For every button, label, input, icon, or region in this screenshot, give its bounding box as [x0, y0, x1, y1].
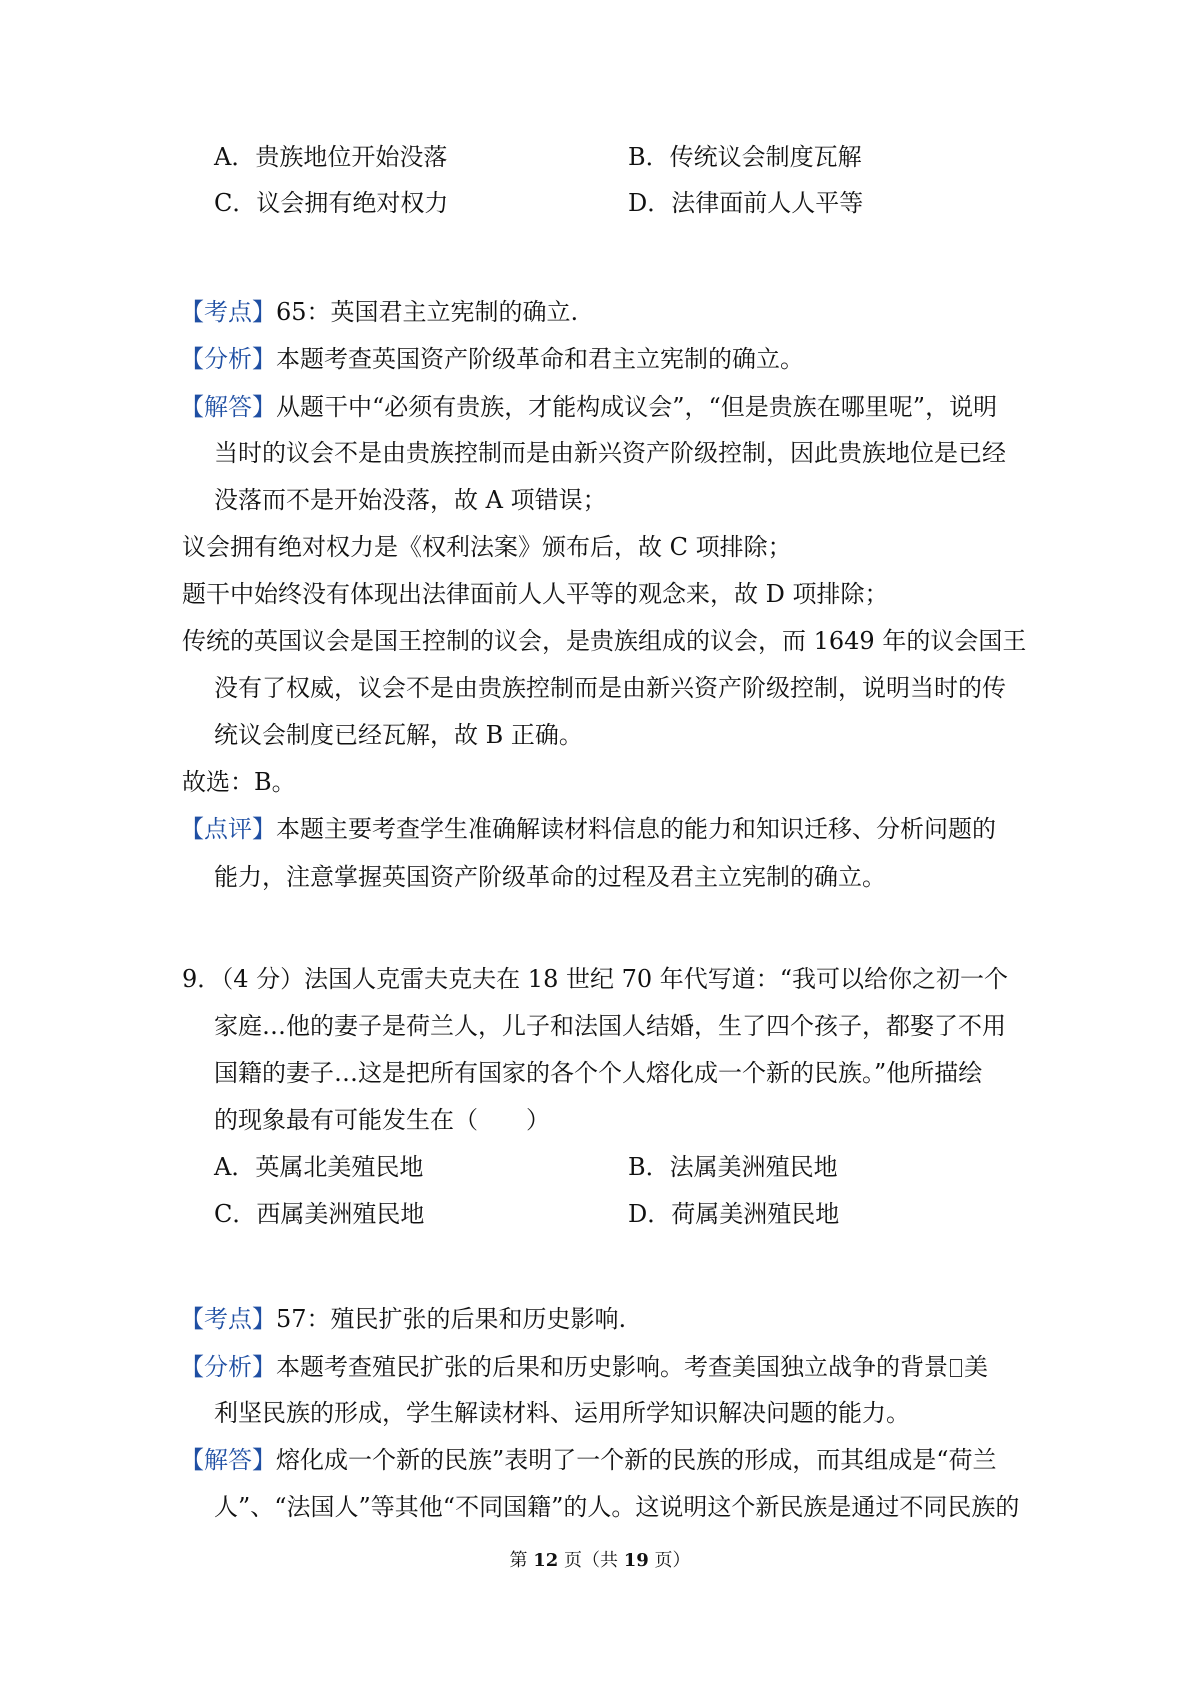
- q9-option-a: A．英属北美殖民地: [214, 1153, 424, 1181]
- footer-middle: 页（共: [558, 1550, 624, 1571]
- jieda-text-1: 熔化成一个新的民族”表明了一个新的民族的形成，而其组成是“荷兰: [276, 1446, 997, 1474]
- q8-paragraph-b-line-3: 统议会制度已经瓦解，故 B 正确。: [214, 721, 583, 749]
- q8-answer: 故选：B。: [182, 768, 296, 796]
- fenxi-text-1a: 本题考查殖民扩张的后果和历史影响。考查美国独立战争的背景: [276, 1353, 948, 1381]
- q9-fenxi-line-2: 利坚民族的形成，学生解读材料、运用所学知识解决问题的能力。: [214, 1399, 910, 1427]
- q9-stem-line-4: 的现象最有可能发生在（ ）: [214, 1106, 550, 1134]
- q9-stem-line-2: 家庭…他的妻子是荷兰人，儿子和法国人结婚，生了四个孩子，都娶了不用: [214, 1012, 1006, 1040]
- fenxi-tag: 【分析】: [180, 1353, 276, 1381]
- q8-option-b: B．传统议会制度瓦解: [628, 143, 862, 171]
- kaodian-text: 65：英国君主立宪制的确立.: [276, 298, 579, 326]
- dianping-text-1: 本题主要考查学生准确解读材料信息的能力和知识迁移、分析问题的: [276, 815, 996, 843]
- kaodian-tag: 【考点】: [180, 1305, 276, 1333]
- fenxi-text: 本题考查英国资产阶级革命和君主立宪制的确立。: [276, 345, 804, 373]
- footer-total-pages: 19: [623, 1550, 649, 1571]
- q8-fenxi: [180, 343, 804, 375]
- q9-option-b: B．法属美洲殖民地: [628, 1153, 838, 1181]
- q8-option-a: A．贵族地位开始没落: [214, 143, 448, 171]
- q9-kaodian: [180, 1303, 626, 1335]
- q9-option-c: C．西属美洲殖民地: [214, 1200, 425, 1228]
- fenxi-text-1b: 美: [964, 1353, 988, 1381]
- q8-paragraph-c: 议会拥有绝对权力是《权利法案》颁布后，故 C 项排除；: [182, 533, 792, 561]
- q8-option-d: D．法律面前人人平等: [628, 189, 864, 217]
- kaodian-tag: 【考点】: [180, 298, 276, 326]
- q8-kaodian: [180, 296, 578, 328]
- q9-fenxi-line-1: [180, 1351, 988, 1383]
- missing-glyph-box: [950, 1359, 962, 1377]
- fenxi-tag: 【分析】: [180, 345, 276, 373]
- q9-jieda-line-1: [180, 1444, 997, 1476]
- q8-dianping-line-2: 能力，注意掌握英国资产阶级革命的过程及君主立宪制的确立。: [214, 863, 886, 891]
- q9-jieda-line-2: 人”、“法国人”等其他“不同国籍”的人。这说明这个新民族是通过不同民族的: [214, 1493, 1020, 1521]
- q9-stem-line-1: 9．（4 分）法国人克雷夫克夫在 18 世纪 70 年代写道：“我可以给你之初一个: [182, 965, 1009, 993]
- q9-stem-line-3: 国籍的妻子…这是把所有国家的各个个人熔化成一个新的民族。”他所描绘: [214, 1059, 983, 1087]
- q9-option-d: D．荷属美洲殖民地: [628, 1200, 840, 1228]
- q8-option-c: C．议会拥有绝对权力: [214, 189, 449, 217]
- q8-dianping-line-1: [180, 813, 996, 845]
- q8-jieda-line-1: [180, 391, 997, 423]
- footer-prefix: 第: [509, 1550, 534, 1571]
- q8-paragraph-d: 题干中始终没有体现出法律面前人人平等的观念来，故 D 项排除；: [182, 580, 889, 608]
- q8-jieda-line-3: 没落而不是开始没落，故 A 项错误；: [214, 486, 607, 514]
- jieda-text-1: 从题干中“必须有贵族，才能构成议会”，“但是贵族在哪里呢”，说明: [276, 393, 998, 421]
- dianping-tag: 【点评】: [180, 815, 276, 843]
- q8-paragraph-b-line-1: 传统的英国议会是国王控制的议会，是贵族组成的议会，而 1649 年的议会国王: [182, 627, 1027, 655]
- footer-page-number: 12: [533, 1550, 559, 1571]
- kaodian-text: 57：殖民扩张的后果和历史影响.: [276, 1305, 627, 1333]
- jieda-tag: 【解答】: [180, 393, 276, 421]
- footer-suffix: 页）: [648, 1550, 691, 1571]
- page-footer: [0, 1548, 1200, 1574]
- q8-paragraph-b-line-2: 没有了权威，议会不是由贵族控制而是由新兴资产阶级控制，说明当时的传: [214, 674, 1006, 702]
- jieda-tag: 【解答】: [180, 1446, 276, 1474]
- q8-jieda-line-2: 当时的议会不是由贵族控制而是由新兴资产阶级控制，因此贵族地位是已经: [214, 439, 1006, 467]
